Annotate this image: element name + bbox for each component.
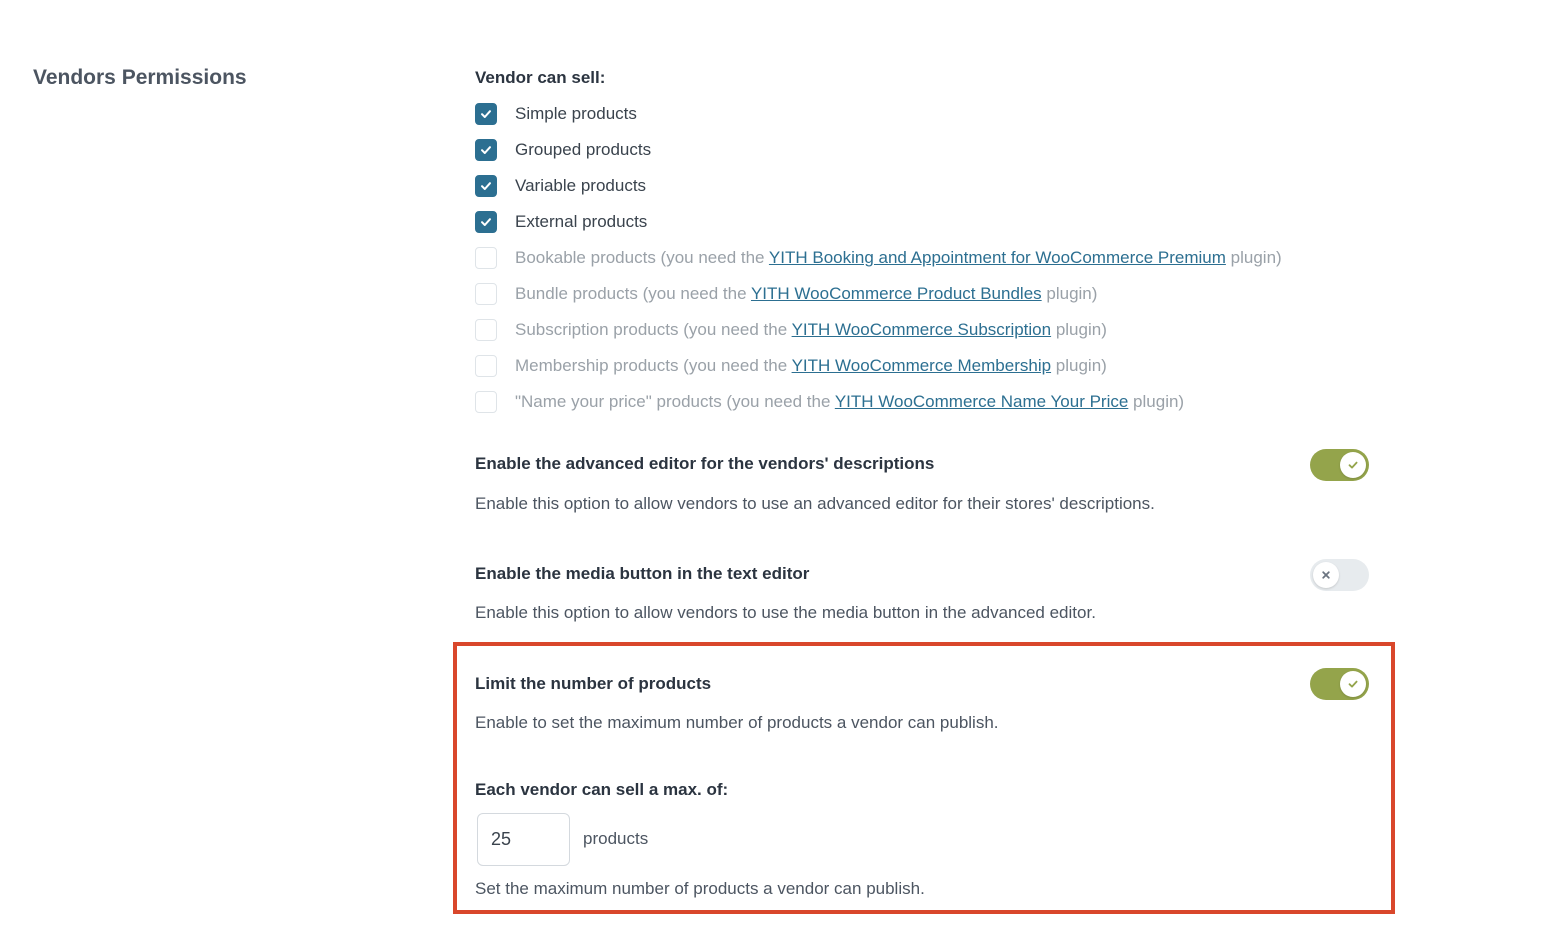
checkbox-row-bookable bbox=[475, 240, 1282, 276]
limit-products-description: Enable to set the maximum number of products a vendor can publish. bbox=[475, 713, 999, 732]
checkbox-row-membership bbox=[475, 348, 1282, 384]
checkbox-bookable-products bbox=[475, 247, 497, 269]
max-products-label: Each vendor can sell a max. of: bbox=[475, 780, 729, 799]
advanced-editor-title: Enable the advanced editor for the vendors' descriptions bbox=[475, 454, 935, 473]
checkbox-label bbox=[515, 392, 1184, 412]
checkbox-row-subscription bbox=[475, 312, 1282, 348]
max-products-description: Set the maximum number of products a vendor can publish. bbox=[475, 879, 925, 898]
checkbox-row-simple[interactable] bbox=[475, 96, 1282, 132]
checkbox-row-name-your-price bbox=[475, 384, 1282, 420]
toggle-knob bbox=[1340, 671, 1366, 697]
checkbox-label-prefix: Bookable products (you need the bbox=[515, 248, 769, 267]
checkbox-label bbox=[515, 284, 1097, 304]
checkbox-label: Grouped products bbox=[515, 140, 652, 159]
checkbox-label bbox=[515, 320, 1107, 340]
checkbox-label-suffix: plugin) bbox=[1128, 392, 1185, 411]
checkbox-label bbox=[515, 356, 1107, 376]
checkbox-label-prefix: Bundle products (you need the bbox=[515, 284, 751, 303]
checkbox-label-prefix: "Name your price" products (you need the bbox=[515, 392, 835, 411]
checkbox-label-prefix: Subscription products (you need the bbox=[515, 320, 792, 339]
toggle-knob bbox=[1340, 452, 1366, 478]
checkbox-subscription-products bbox=[475, 319, 497, 341]
checkbox-bundle-products bbox=[475, 283, 497, 305]
plugin-link-subscription[interactable]: YITH WooCommerce Subscription bbox=[791, 320, 1052, 339]
check-icon bbox=[479, 215, 493, 229]
checkbox-label: External products bbox=[515, 212, 648, 231]
plugin-link-name-your-price[interactable]: YITH WooCommerce Name Your Price bbox=[834, 392, 1129, 411]
checkbox-grouped-products[interactable] bbox=[475, 139, 497, 161]
checkbox-row-bundle bbox=[475, 276, 1282, 312]
checkbox-label-suffix: plugin) bbox=[1051, 320, 1107, 339]
check-icon bbox=[479, 107, 493, 121]
media-button-toggle[interactable] bbox=[1310, 559, 1369, 591]
product-type-checkbox-list bbox=[475, 96, 1282, 420]
check-icon bbox=[479, 179, 493, 193]
checkbox-row-external[interactable] bbox=[475, 204, 1282, 240]
check-icon bbox=[1347, 678, 1359, 690]
plugin-link-booking[interactable]: YITH Booking and Appointment for WooCommerce Premium bbox=[768, 248, 1226, 267]
checkbox-variable-products[interactable] bbox=[475, 175, 497, 197]
checkbox-label-suffix: plugin) bbox=[1051, 356, 1107, 375]
checkbox-label-prefix: Membership products (you need the bbox=[515, 356, 792, 375]
checkbox-row-grouped[interactable] bbox=[475, 132, 1282, 168]
max-products-input[interactable] bbox=[477, 813, 570, 866]
checkbox-membership-products bbox=[475, 355, 497, 377]
checkbox-external-products[interactable] bbox=[475, 211, 497, 233]
checkbox-label-suffix: plugin) bbox=[1041, 284, 1098, 303]
checkbox-row-variable[interactable] bbox=[475, 168, 1282, 204]
vendor-can-sell-label: Vendor can sell: bbox=[475, 68, 606, 87]
plugin-link-membership[interactable]: YITH WooCommerce Membership bbox=[791, 356, 1052, 375]
toggle-knob bbox=[1313, 562, 1339, 588]
advanced-editor-description: Enable this option to allow vendors to use an advanced editor for their stores' descriptions. bbox=[475, 494, 1155, 513]
plugin-link-product-bundles[interactable]: YITH WooCommerce Product Bundles bbox=[750, 284, 1042, 303]
section-title: Vendors Permissions bbox=[33, 66, 247, 89]
limit-products-title: Limit the number of products bbox=[475, 674, 712, 693]
check-icon bbox=[479, 143, 493, 157]
checkbox-label: Variable products bbox=[515, 176, 647, 195]
checkbox-simple-products[interactable] bbox=[475, 103, 497, 125]
checkbox-label bbox=[515, 248, 1282, 268]
close-icon bbox=[1320, 569, 1332, 581]
checkbox-name-your-price-products bbox=[475, 391, 497, 413]
advanced-editor-toggle[interactable] bbox=[1310, 449, 1369, 481]
check-icon bbox=[1347, 459, 1359, 471]
media-button-title: Enable the media button in the text editor bbox=[475, 564, 810, 583]
limit-products-toggle[interactable] bbox=[1310, 668, 1369, 700]
checkbox-label-suffix: plugin) bbox=[1225, 248, 1282, 267]
checkbox-label: Simple products bbox=[515, 104, 637, 123]
media-button-description: Enable this option to allow vendors to use the media button in the advanced editor. bbox=[475, 603, 1096, 622]
max-products-unit: products bbox=[583, 829, 649, 848]
